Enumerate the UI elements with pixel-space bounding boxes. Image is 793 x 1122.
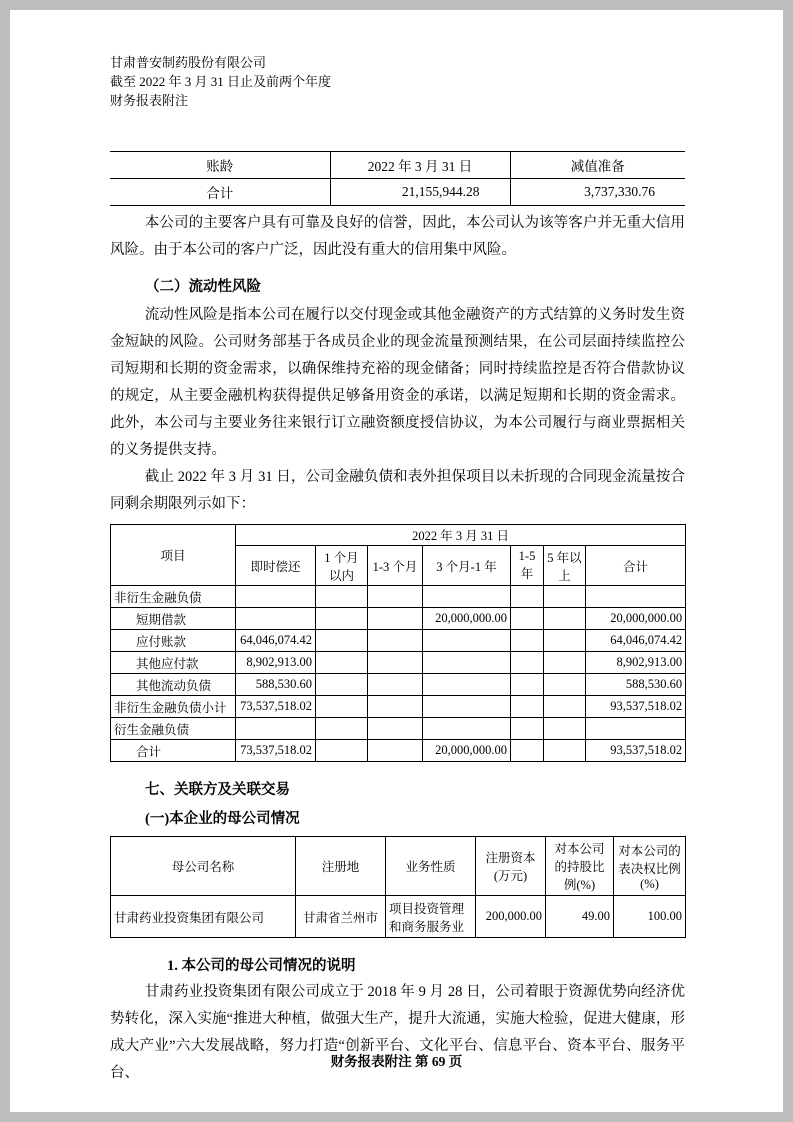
parent-col-header: 注册资本(万元) [476,837,546,896]
parent-note-heading: 1. 本公司的母公司情况的说明 [167,958,356,975]
maturity-cell [236,586,316,608]
maturity-col-header: 3 个月-1 年 [423,546,511,586]
maturity-cell [368,718,423,740]
report-period: 截至 2022 年 3 月 31 日止及前两个年度 [110,73,332,89]
maturity-cell [368,608,423,630]
parent-name: 甘肃药业投资集团有限公司 [111,896,296,938]
aging-col-date: 2022 年 3 月 31 日 [330,151,510,178]
maturity-cell [316,740,368,762]
table-row [111,718,686,740]
maturity-cell [423,586,511,608]
aging-row-label: 合计 [110,178,330,205]
parent-reg-place: 甘肃省兰州市 [296,896,386,938]
maturity-cell [316,674,368,696]
maturity-cell [511,696,544,718]
table-header-row [111,837,686,896]
maturity-item-header: 项目 [111,525,236,586]
maturity-cell [368,696,423,718]
maturity-col-header: 1 个月以内 [316,546,368,586]
maturity-cell: 93,537,518.02 [586,740,686,762]
maturity-cell: 20,000,000.00 [423,740,511,762]
aging-col-age: 账龄 [110,151,330,178]
credit-risk-paragraph: 本公司的主要客户具有可靠及良好的信誉，因此，本公司认为该等客户并无重大信用风险。由于本公司的客户广泛，因此没有重大的信用集中风险。 [110,214,685,258]
maturity-cell [544,696,586,718]
maturity-col-header: 即时偿还 [236,546,316,586]
table-header-row [111,525,686,546]
maturity-cell [544,740,586,762]
maturity-cell [544,652,586,674]
maturity-cell [316,630,368,652]
maturity-cell [423,674,511,696]
maturity-cell: 93,537,518.02 [586,696,686,718]
maturity-cell: 588,530.60 [236,674,316,696]
maturity-cell: 20,000,000.00 [423,608,511,630]
maturity-cell [368,586,423,608]
maturity-cell [511,674,544,696]
maturity-cell [423,696,511,718]
maturity-row-label: 非衍生金融负债 [111,586,236,608]
parent-company-heading: (一)本企业的母公司情况 [145,811,300,828]
parent-business: 项目投资管理和商务服务业 [386,896,476,938]
maturity-cell [368,630,423,652]
maturity-cell [511,652,544,674]
related-party-heading: 七、关联方及关联交易 [145,782,290,799]
table-row [111,608,686,630]
maturity-cell [511,630,544,652]
parent-vote-pct: 100.00 [614,896,686,938]
maturity-cell: 588,530.60 [586,674,686,696]
maturity-cell [423,630,511,652]
aging-col-impairment: 减值准备 [510,151,685,178]
maturity-col-header: 1-3 个月 [368,546,423,586]
maturity-cell: 8,902,913.00 [236,652,316,674]
liquidity-risk-paragraph: 流动性风险是指本公司在履行以交付现金或其他金融资产的方式结算的义务时发生资金短缺的风险。公司财务部基于各成员企业的现金流量预测结果，在公司层面持续监控公司短期和长期的资金需求，以确保维持充裕的现金储备；同时持续监控是否符合借款协议的规定，从主要金融机构获得提供足够备用资金的承诺，以满足短期和长期的资金需求。此外，本公司与主要业务往来银行订立融资额度授信协议，为本公司履行与商业票据相关的义务提供支持。 [110,307,685,459]
aging-row-amount: 21,155,944.28 [330,178,510,205]
maturity-row-label: 应付账款 [111,630,236,652]
maturity-cell: 64,046,074.42 [586,630,686,652]
liquidity-risk-heading: （二）流动性风险 [145,279,261,296]
parent-company-table [110,836,686,938]
document-page [10,10,783,1112]
table-header-row [110,151,685,178]
maturity-cell [586,718,686,740]
parent-note-paragraph: 甘肃药业投资集团有限公司成立于 2018 年 9 月 28 日，公司着眼于资源优势向经济优势转化，深入实施“推进大种植，做强大生产，提升大流通，实施大检验，促进大健康，形成大产业”六大发展战略，努力打造“创新平台、文化平台、信息平台、资本平台、服务平台、 [110,984,685,1082]
table-row [111,652,686,674]
parent-share-pct: 49.00 [546,896,614,938]
maturity-cell [368,674,423,696]
doc-title: 财务报表附注 [110,92,189,108]
maturity-cell [544,586,586,608]
company-name: 甘肃普安制药股份有限公司 [110,55,267,70]
document-header [110,54,685,111]
maturity-cell [544,608,586,630]
maturity-cell: 20,000,000.00 [586,608,686,630]
table-row [111,696,686,718]
table-row [111,896,686,938]
maturity-row-label: 衍生金融负债 [111,718,236,740]
maturity-cell [423,718,511,740]
maturity-cell [316,696,368,718]
maturity-group-header: 2022 年 3 月 31 日 [236,525,686,546]
maturity-cell [423,652,511,674]
maturity-cell [316,608,368,630]
maturity-table [110,524,686,762]
page-footer: 财务报表附注 第 69 页 [330,1054,463,1069]
aging-row-impairment: 3,737,330.76 [510,178,685,205]
maturity-cell [316,718,368,740]
maturity-cell [586,586,686,608]
parent-col-header: 对本公司的表决权比例(%) [614,837,686,896]
maturity-cell [544,674,586,696]
maturity-row-label: 其他应付款 [111,652,236,674]
maturity-row-label: 其他流动负债 [111,674,236,696]
maturity-cell [544,718,586,740]
maturity-col-header: 1-5 年 [511,546,544,586]
table-row [111,586,686,608]
maturity-cell [511,718,544,740]
parent-col-header: 对本公司的持股比例(%) [546,837,614,896]
maturity-col-header: 5 年以上 [544,546,586,586]
table-row [111,740,686,762]
maturity-cell [511,586,544,608]
maturity-cell [368,740,423,762]
maturity-cell [368,652,423,674]
maturity-row-label: 非衍生金融负债小计 [111,696,236,718]
table-row [110,178,685,205]
maturity-cell [511,608,544,630]
maturity-cell: 73,537,518.02 [236,696,316,718]
maturity-cell [236,718,316,740]
maturity-cell [316,652,368,674]
maturity-cell [236,608,316,630]
maturity-row-label: 短期借款 [111,608,236,630]
maturity-cell: 8,902,913.00 [586,652,686,674]
aging-table [110,151,685,206]
maturity-cell: 64,046,074.42 [236,630,316,652]
parent-col-header: 母公司名称 [111,837,296,896]
maturity-intro-paragraph: 截止 2022 年 3 月 31 日，公司金融负债和表外担保项目以未折现的合同现金流量按合同剩余期限列示如下： [110,469,685,513]
table-row [111,630,686,652]
maturity-cell [544,630,586,652]
parent-col-header: 注册地 [296,837,386,896]
table-row [111,674,686,696]
maturity-cell [511,740,544,762]
maturity-col-header: 合计 [586,546,686,586]
maturity-row-label: 合计 [111,740,236,762]
maturity-cell [316,586,368,608]
parent-capital: 200,000.00 [476,896,546,938]
maturity-cell: 73,537,518.02 [236,740,316,762]
parent-col-header: 业务性质 [386,837,476,896]
